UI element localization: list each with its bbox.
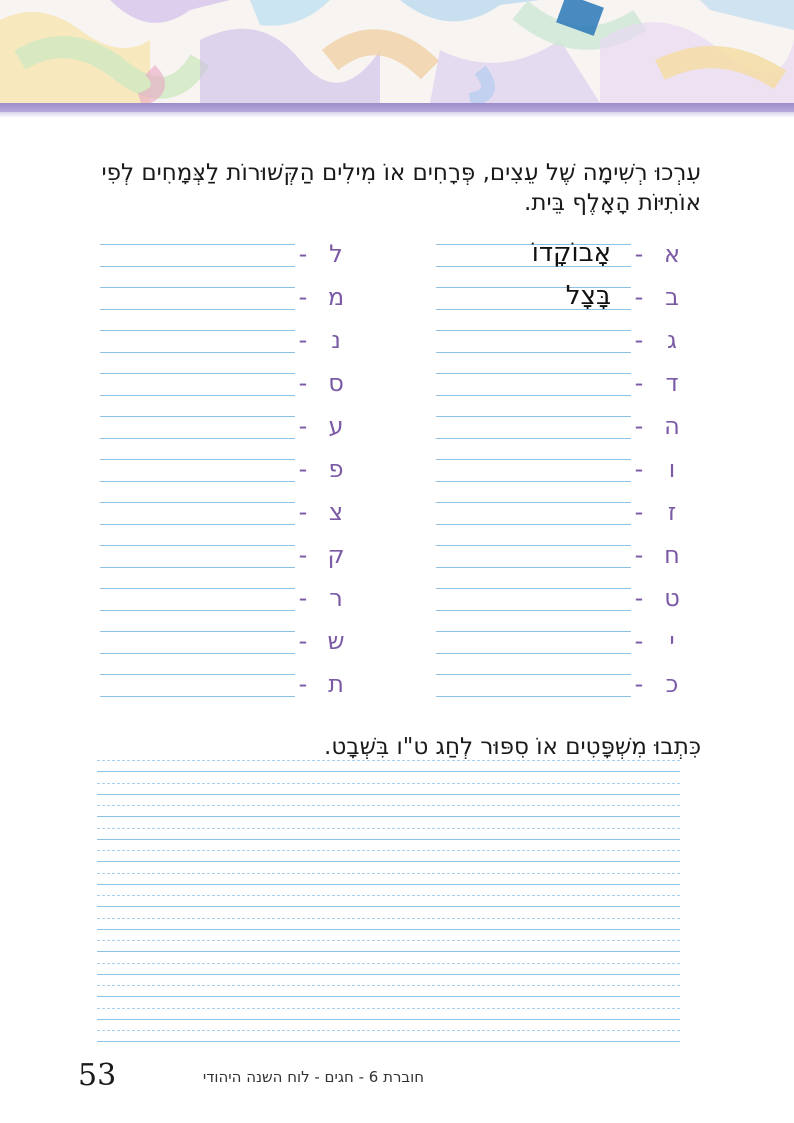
writing-line[interactable] <box>97 906 680 907</box>
alphabet-letter: ת <box>328 670 344 698</box>
writing-guide-line <box>97 850 680 851</box>
answer-line[interactable] <box>100 266 295 267</box>
letter-dash: - <box>298 412 308 440</box>
answer-text: בָּצָל <box>565 281 611 311</box>
answer-line[interactable] <box>100 459 295 460</box>
answer-line[interactable] <box>100 610 295 611</box>
alphabet-letter: י <box>669 627 675 655</box>
alphabet-row <box>336 322 677 365</box>
writing-guide-line <box>97 1030 680 1031</box>
alphabet-row <box>0 322 341 365</box>
letter-dash: - <box>298 240 308 268</box>
letter-dash: - <box>298 498 308 526</box>
writing-guide-line <box>97 1008 680 1009</box>
answer-line[interactable] <box>436 567 631 568</box>
answer-line[interactable] <box>436 373 631 374</box>
alphabet-letter: ו <box>668 455 676 483</box>
alphabet-letter: ק <box>327 541 345 569</box>
letter-dash: - <box>634 498 644 526</box>
alphabet-letter: ז <box>667 498 677 526</box>
writing-guide-line <box>97 805 680 806</box>
writing-line[interactable] <box>97 816 680 817</box>
alphabet-letter: ס <box>328 369 344 397</box>
letter-dash: - <box>298 326 308 354</box>
banner-divider-bar <box>0 103 794 112</box>
answer-line[interactable] <box>100 696 295 697</box>
alphabet-column-right <box>336 236 681 698</box>
alphabet-row <box>336 408 680 451</box>
letter-dash: - <box>298 627 308 655</box>
alphabet-row <box>0 623 345 666</box>
alphabet-row <box>336 365 679 408</box>
writing-line[interactable] <box>97 974 680 975</box>
answer-line[interactable] <box>436 588 631 589</box>
answer-line[interactable] <box>100 653 295 654</box>
answer-line[interactable] <box>436 502 631 503</box>
alphabet-letter: ט <box>664 584 680 612</box>
writing-guide-line <box>97 985 680 986</box>
answer-line[interactable] <box>100 438 295 439</box>
page-footer <box>78 1058 424 1094</box>
alphabet-row <box>0 365 344 408</box>
alphabet-letter: ע <box>328 412 344 440</box>
writing-line[interactable] <box>97 839 680 840</box>
answer-line[interactable] <box>436 545 631 546</box>
writing-guide-line <box>97 873 680 874</box>
alphabet-letter: ח <box>664 541 680 569</box>
letter-dash: - <box>634 240 644 268</box>
letter-dash: - <box>634 627 644 655</box>
alphabet-row <box>0 236 343 279</box>
letter-dash: - <box>298 541 308 569</box>
answer-line[interactable] <box>100 567 295 568</box>
answer-line[interactable] <box>100 244 295 245</box>
answer-line[interactable] <box>436 416 631 417</box>
alphabet-letter: נ <box>331 326 341 354</box>
alphabet-row <box>0 451 344 494</box>
letter-dash: - <box>298 283 308 311</box>
writing-line[interactable] <box>97 884 680 885</box>
writing-guide-line <box>97 963 680 964</box>
writing-line[interactable] <box>97 929 680 930</box>
letter-dash: - <box>634 412 644 440</box>
alphabet-letter: ג <box>667 326 677 354</box>
alphabet-letter: כ <box>665 670 679 698</box>
alphabet-letter: פ <box>328 455 344 483</box>
alphabet-letter: ב <box>665 283 679 311</box>
letter-dash: - <box>298 369 308 397</box>
instruction-write-sentences: כִּתְבוּ מִשְׁפָּטִים אוֹ סִפּוּר לְחַג ט"ו בִּשְׁבָט. <box>324 734 701 760</box>
answer-line[interactable] <box>436 524 631 525</box>
alphabet-letter: א <box>663 240 681 268</box>
decorative-letters-pattern <box>0 0 794 103</box>
answer-line[interactable] <box>100 373 295 374</box>
alphabet-row <box>0 279 345 322</box>
answer-line[interactable] <box>436 330 631 331</box>
alphabet-letter: צ <box>328 498 344 526</box>
writing-guide-line <box>97 760 680 761</box>
answer-line[interactable] <box>100 545 295 546</box>
letter-dash: - <box>634 455 644 483</box>
answer-line[interactable] <box>436 674 631 675</box>
letter-dash: - <box>634 326 644 354</box>
alphabet-row <box>0 537 345 580</box>
writing-line[interactable] <box>97 794 680 795</box>
alphabet-row <box>336 451 676 494</box>
alphabet-letter: מ <box>327 283 345 311</box>
writing-guide-line <box>97 918 680 919</box>
writing-line[interactable] <box>97 951 680 952</box>
answer-text: אָבוֹקָדוֹ <box>531 238 611 268</box>
letter-dash: - <box>634 670 644 698</box>
answer-line[interactable] <box>100 631 295 632</box>
letter-dash: - <box>634 283 644 311</box>
answer-line[interactable] <box>436 631 631 632</box>
alphabet-letter: ד <box>665 369 679 397</box>
letter-dash: - <box>634 369 644 397</box>
decorative-banner <box>0 0 794 103</box>
letter-dash: - <box>634 584 644 612</box>
alphabet-row <box>0 666 344 709</box>
writing-guide-line <box>97 895 680 896</box>
answer-line[interactable] <box>100 395 295 396</box>
alphabet-row <box>336 537 680 580</box>
instruction-plants-list: עִרְכוּ רְשִׁימָה שֶׁל עֵצִים, פְּרָחִים אוֹ מִילִים הַקְּשׁוּרוֹת לַצְּמָחִים לְפִי אוֹתִיּוֹת הָאָלֶף בֵּית. <box>101 160 701 216</box>
alphabet-letter: ל <box>329 240 343 268</box>
writing-line[interactable] <box>97 1019 680 1020</box>
banner-shadow <box>0 112 794 118</box>
alphabet-row <box>336 279 679 322</box>
alphabet-row <box>336 494 677 537</box>
letter-dash: - <box>634 541 644 569</box>
writing-guide-line <box>97 828 680 829</box>
answer-line[interactable] <box>100 352 295 353</box>
answer-line[interactable] <box>436 459 631 460</box>
letter-dash: - <box>298 584 308 612</box>
page-number: 53 <box>78 1058 117 1093</box>
answer-line[interactable] <box>436 438 631 439</box>
writing-line[interactable] <box>97 1041 680 1042</box>
answer-line[interactable] <box>100 502 295 503</box>
answer-line[interactable] <box>100 588 295 589</box>
answer-line[interactable] <box>100 524 295 525</box>
answer-line[interactable] <box>100 330 295 331</box>
writing-line[interactable] <box>97 861 680 862</box>
letter-dash: - <box>298 670 308 698</box>
alphabet-letter: ר <box>329 584 343 612</box>
alphabet-row <box>336 623 675 666</box>
alphabet-row <box>336 666 679 709</box>
answer-line[interactable] <box>436 653 631 654</box>
letter-dash: - <box>298 455 308 483</box>
writing-line[interactable] <box>97 771 680 772</box>
answer-line[interactable] <box>100 287 295 288</box>
answer-line[interactable] <box>436 610 631 611</box>
alphabet-row <box>336 580 680 623</box>
alphabet-column-left <box>0 236 345 698</box>
answer-line[interactable] <box>436 481 631 482</box>
answer-line[interactable] <box>436 395 631 396</box>
writing-guide-line <box>97 783 680 784</box>
alphabet-letter: ש <box>327 627 345 655</box>
answer-line[interactable] <box>100 309 295 310</box>
answer-line[interactable] <box>100 674 295 675</box>
booklet-title: חוברת 6 - חגים - לוח השנה היהודי <box>202 1068 424 1086</box>
alphabet-row <box>0 494 344 537</box>
writing-area[interactable] <box>97 760 680 1040</box>
answer-line[interactable] <box>436 352 631 353</box>
alphabet-row <box>336 236 681 279</box>
answer-line[interactable] <box>100 416 295 417</box>
alphabet-row <box>0 580 343 623</box>
alphabet-row <box>0 408 344 451</box>
alphabet-letter: ה <box>664 412 680 440</box>
writing-guide-line <box>97 940 680 941</box>
answer-line[interactable] <box>100 481 295 482</box>
writing-line[interactable] <box>97 996 680 997</box>
answer-line[interactable] <box>436 696 631 697</box>
